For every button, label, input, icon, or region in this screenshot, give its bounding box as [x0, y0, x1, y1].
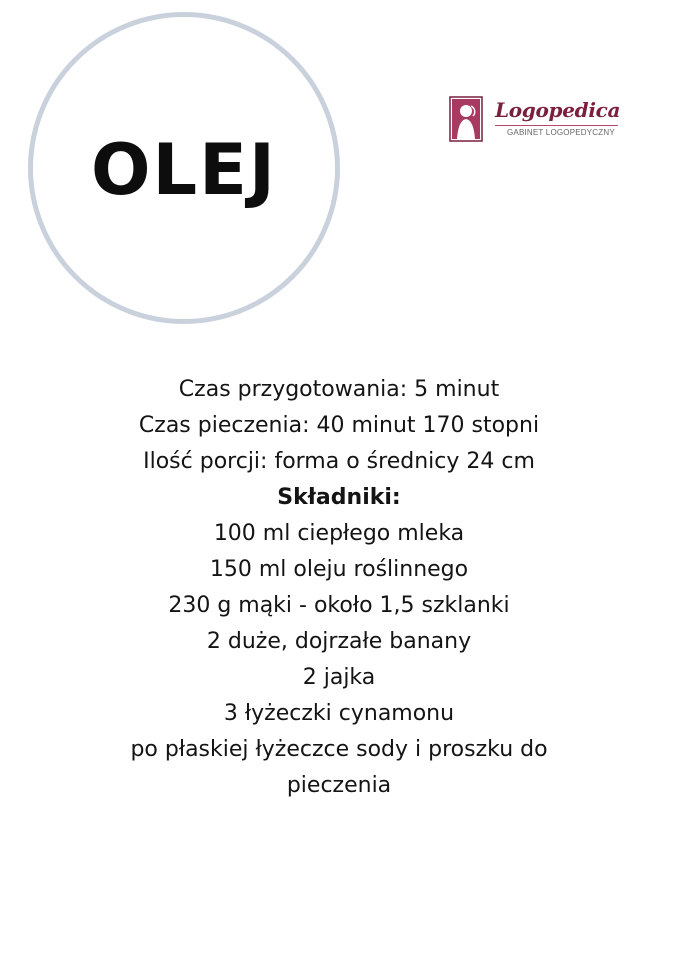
logo-divider	[495, 125, 618, 126]
page-title: OLEJ	[91, 129, 277, 211]
title-circle	[28, 12, 340, 324]
logo-name: Logopedica	[495, 98, 621, 122]
ingredient-item: 100 ml ciepłego mleka	[213, 521, 465, 546]
ingredient-item: 2 jajka	[302, 665, 376, 690]
logo-subtitle: GABINET LOGOPEDYCZNY	[507, 128, 615, 137]
ingredient-item: 150 ml oleju roślinnego	[209, 557, 469, 582]
ingredient-item: pieczenia	[286, 773, 392, 798]
servings: Ilość porcji: forma o średnicy 24 cm	[143, 449, 535, 474]
logo-mark-icon	[449, 96, 483, 142]
logo	[449, 96, 621, 144]
ingredients-heading: Składniki:	[277, 485, 401, 510]
prep-time: Czas przygotowania: 5 minut	[178, 377, 500, 402]
ingredient-item: 230 g mąki - około 1,5 szklanki	[168, 593, 510, 618]
recipe-text	[0, 372, 678, 804]
ingredient-item: 2 duże, dojrzałe banany	[206, 629, 472, 654]
bake-time: Czas pieczenia: 40 minut 170 stopni	[138, 413, 540, 438]
ingredient-item: 3 łyżeczki cynamonu	[223, 701, 455, 726]
ingredient-item: po płaskiej łyżeczce sody i proszku do	[130, 737, 548, 762]
